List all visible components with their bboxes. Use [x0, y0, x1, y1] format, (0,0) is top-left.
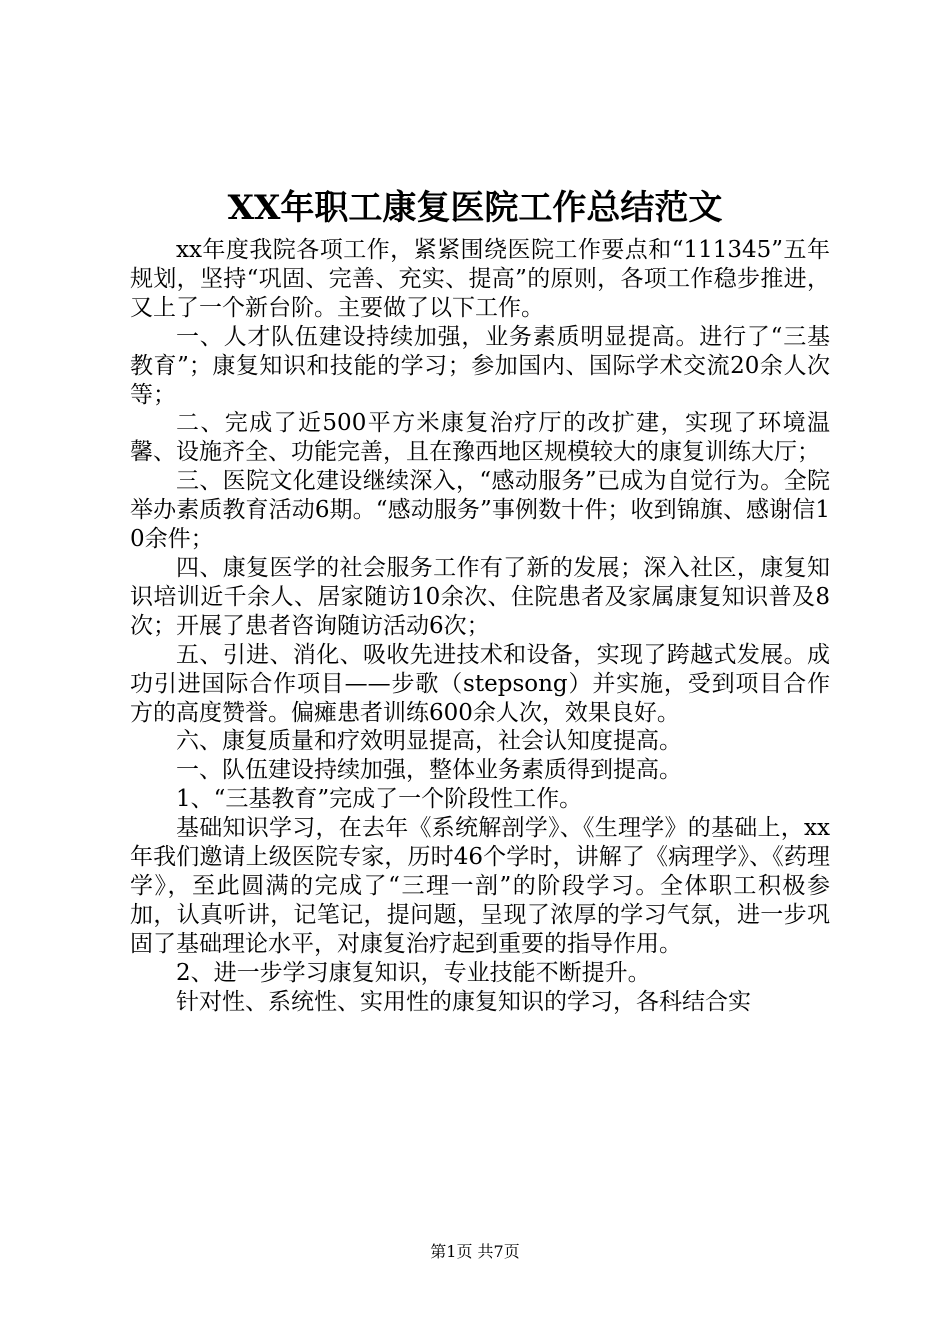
- paragraph: 六、康复质量和疗效明显提高，社会认知度提高。: [176, 728, 682, 755]
- paragraph: 一、人才队伍建设持续加强，业务素质明显提高。进行了“三基教育”；康复知识和技能的学习；参加国内、国际学术交流20余人次等；: [130, 323, 830, 408]
- document-body: [130, 236, 830, 1016]
- paragraph: 基础知识学习，在去年《系统解剖学》、《生理学》的基础上，xx年我们邀请上级医院专家，历时46个学时，讲解了《病理学》、《药理学》，至此圆满的完成了“三理一剖”的阶段学习。全体职工积极参加，认真听讲，记笔记，提问题，呈现了浓厚的学习气氛，进一步巩固了基础理论水平，对康复治疗起到重要的指导作用。: [130, 815, 830, 957]
- page-number: 第1页 共7页: [430, 1242, 520, 1261]
- page-footer: [0, 1240, 950, 1264]
- paragraph: 针对性、系统性、实用性的康复知识的学习，各科结合实: [176, 988, 751, 1015]
- paragraph: 1、“三基教育”完成了一个阶段性工作。: [176, 786, 583, 813]
- paragraph: 四、康复医学的社会服务工作有了新的发展；深入社区，康复知识培训近千余人、居家随访10余次、住院患者及家属康复知识普及8次；开展了患者咨询随访活动6次；: [130, 554, 830, 639]
- document-title: XX年职工康复医院工作总结范文: [227, 188, 723, 228]
- paragraph: 2、进一步学习康复知识，专业技能不断提升。: [176, 959, 651, 986]
- paragraph: 一、队伍建设持续加强，整体业务素质得到提高。: [176, 757, 682, 784]
- paragraph: 五、引进、消化、吸收先进技术和设备，实现了跨越式发展。成功引进国际合作项目——步歌（stepsong）并实施，受到项目合作方的高度赞誉。偏瘫患者训练600余人次，效果良好。: [130, 641, 830, 726]
- paragraph: 二、完成了近500平方米康复治疗厅的改扩建，实现了环境温馨、设施齐全、功能完善，且在豫西地区规模较大的康复训练大厅；: [130, 410, 830, 466]
- paragraph: xx年度我院各项工作，紧紧围绕医院工作要点和“111345”五年规划，坚持“巩固、完善、充实、提高”的原则，各项工作稳步推进，又上了一个新台阶。主要做了以下工作。: [130, 237, 830, 321]
- paragraph: 三、医院文化建设继续深入，“感动服务”已成为自觉行为。全院举办素质教育活动6期。“感动服务”事例数十件；收到锦旗、感谢信10余件；: [130, 468, 830, 553]
